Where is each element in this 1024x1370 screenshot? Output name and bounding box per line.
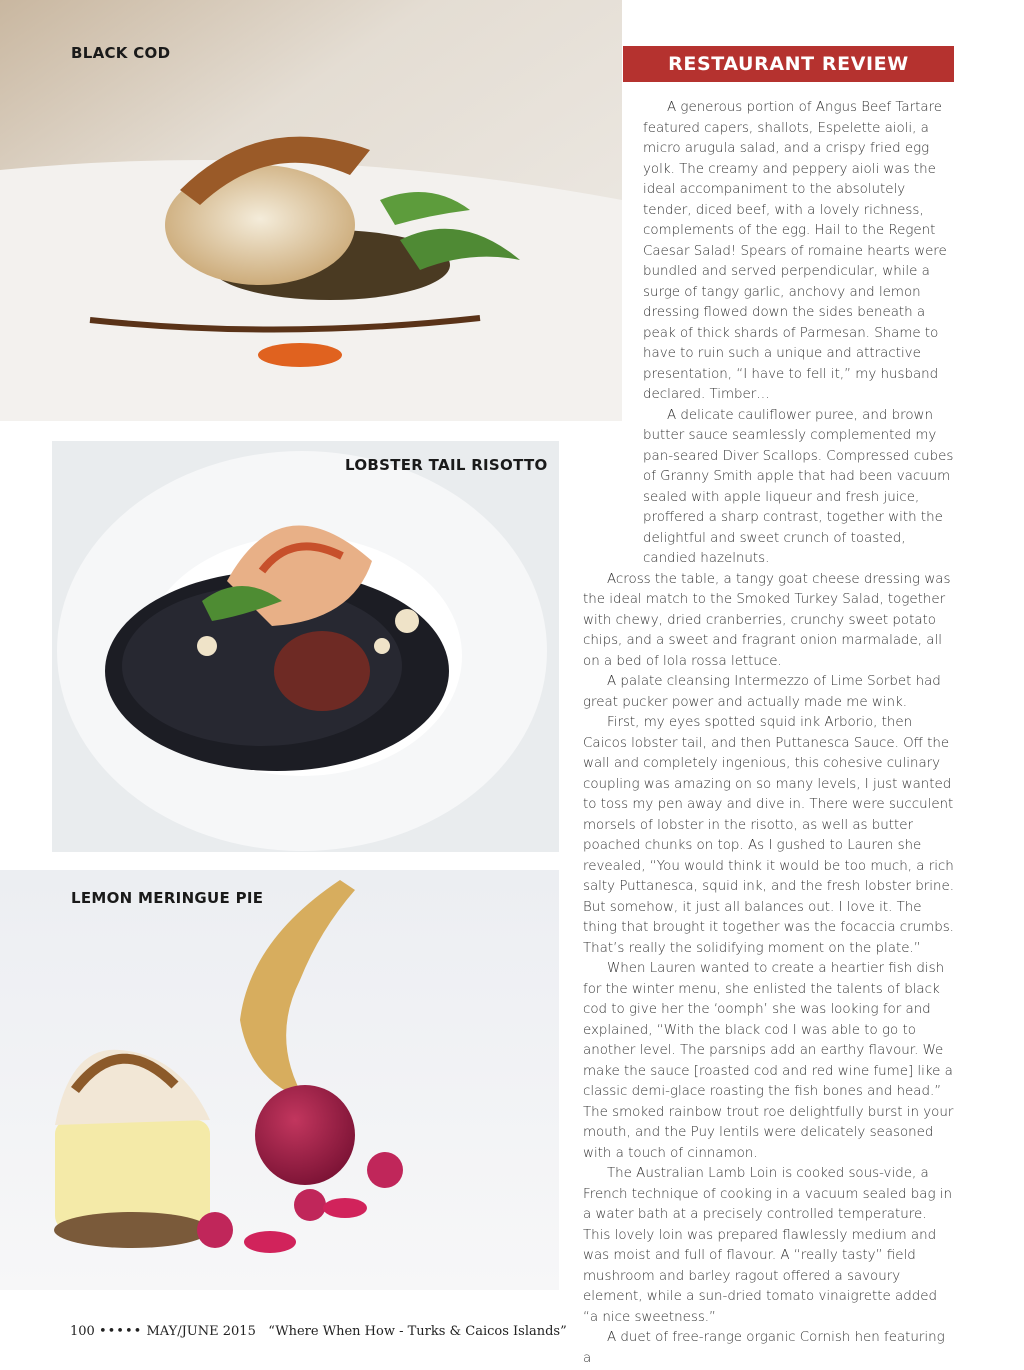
article-paragraph: Across the table, a tangy goat cheese dressing was the ideal match to the Smoked Turkey Salad, together with chewy, dried cranberries, crunchy sweet potato chips, and a sweet and fragrant onion marmalade, all on a bed of lola rossa lettuce. (583, 571, 951, 669)
article-paragraph: When Lauren wanted to create a heartier fish dish for the winter menu, she enlisted the talents of black cod to give her the ‘oomph’ she was looking for and explained, “With the black cod I was able to go to another level. The parsnips add an earthy flavour. We make the sauce [roasted cod and red wine fume] like a classic demi-glace roasting the fish bones and head.” The smoked rainbow trout roe delightfully burst in your mouth, and the Puy lentils were delicately seasoned with a touch of cinnamon. (583, 961, 954, 1161)
article-paragraph: A delicate cauliflower puree, and brown butter sauce seamlessly complemented my pan-seared Diver Scallops. Compressed cubes of Granny Smith apple that had been vacuum sealed with apple liqueur and fresh juice, proffered a sharp contrast, together with the delightful and sweet crunch of toasted, candied hazelnuts. (643, 407, 954, 566)
article-paragraph: The Australian Lamb Loin is cooked sous-vide, a French technique of cooking in a vacuum sealed bag in a water bath at a precisely controlled temperature. This lovely loin was prepared flawlessly medium and was moist and full of flavour. A “really tasty” field mushroom and barley ragout offered a savoury element, while a sun-dried tomato vinaigrette added “a nice sweetness.” (583, 1166, 952, 1325)
lemon-meringue-pie-photo (0, 870, 559, 1290)
footer-dots: ••••• (98, 1324, 143, 1339)
article-paragraph: A duet of free-range organic Cornish hen featuring a (583, 1330, 945, 1366)
issue-date: MAY/JUNE 2015 (146, 1324, 256, 1339)
caption-lemon-meringue-pie: LEMON MERINGUE PIE (71, 889, 264, 907)
section-banner (623, 46, 954, 82)
page-footer (70, 1324, 567, 1339)
article-paragraph: A palate cleansing Intermezzo of Lime Sorbet had great pucker power and actually made me wink. (583, 674, 941, 710)
lobster-risotto-photo (52, 441, 559, 852)
publication-name: “Where When How - Turks & Caicos Islands” (268, 1324, 567, 1339)
article-paragraph: A generous portion of Angus Beef Tartare featured capers, shallots, Espelette aioli, a micro arugula salad, and a crispy fried egg yolk. The creamy and peppery aioli was the ideal accompaniment to the absolutely tender, diced beef, with a lovely richness, complements of the egg. Hail to the Regent Caesar Salad! Spears of romaine hearts were bundled and served perpendicular, while a surge of tangy garlic, anchovy and lemon dressing flowed down the sides beneath a peak of thick shards of Parmesan. Shame to have to ruin such a unique and attractive presentation, “I have to fell it,” my husband declared. Timber… (643, 100, 947, 402)
caption-lobster-risotto: LOBSTER TAIL RISOTTO (345, 456, 548, 474)
article-paragraph: First, my eyes spotted squid ink Arborio, then Caicos lobster tail, and then Puttanesca Sauce. Off the wall and completely ingenious, this cohesive culinary coupling was amazing on so many levels, I just wanted to toss my pen away and dive in. There were succulent morsels of lobster in the risotto, as well as butter poached chunks on top. As I gushed to Lauren she revealed, “You would think it would be too much, a rich salty Puttanesca, squid ink, and the fresh lobster brine. But somehow, it just all balances out. I love it. The thing that brought it together was the focaccia crumbs. That’s really the solidifying moment on the plate.” (583, 715, 954, 956)
black-cod-photo (0, 0, 622, 421)
article-body (583, 98, 955, 1369)
caption-black-cod: BLACK COD (71, 44, 171, 62)
page-number: 100 (70, 1324, 95, 1339)
section-title: RESTAURANT REVIEW (668, 53, 909, 75)
